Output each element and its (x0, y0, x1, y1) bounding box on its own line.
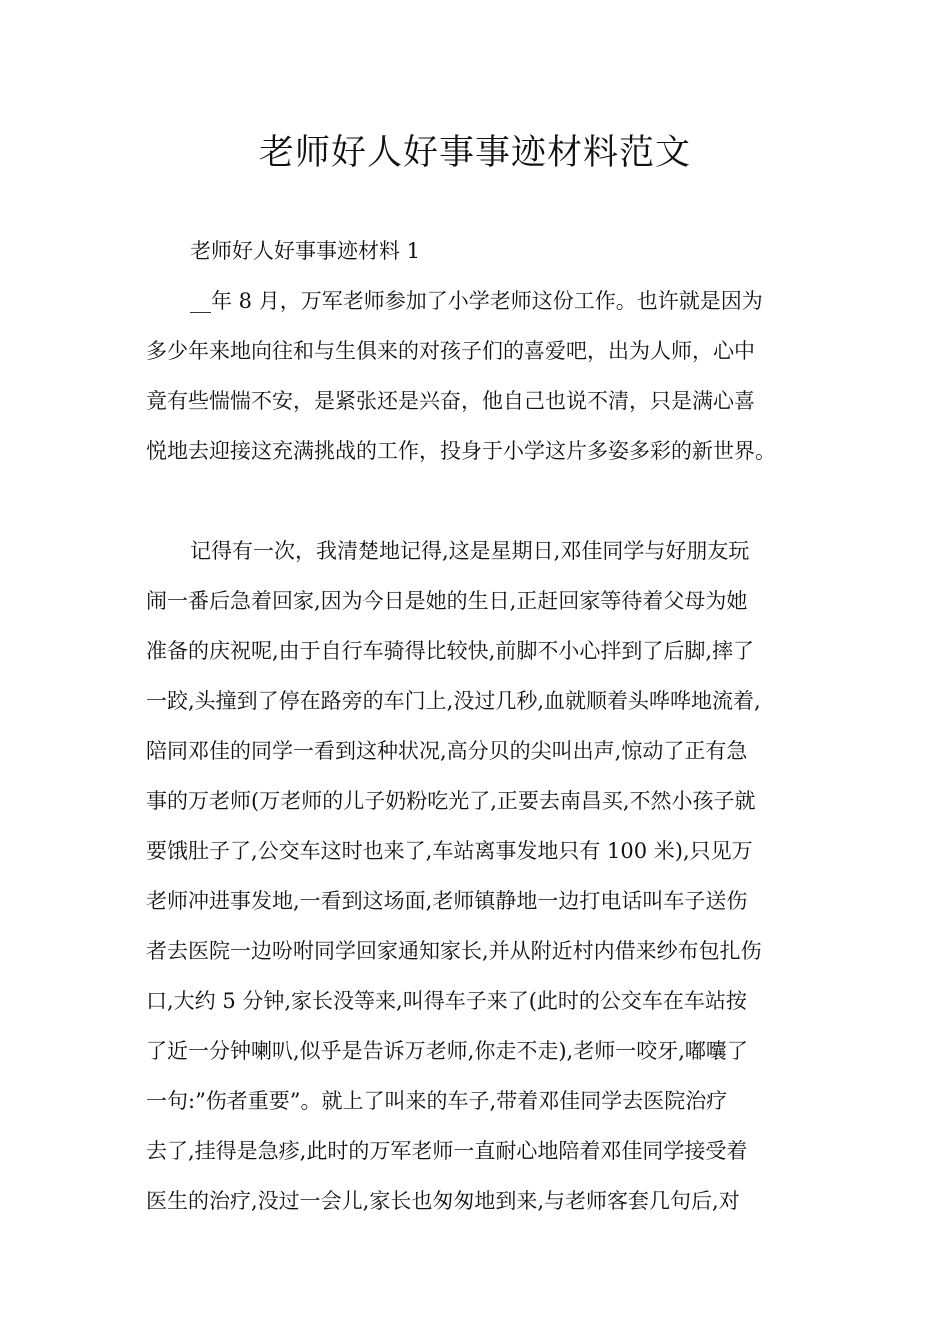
paragraph-line: 多少年来地向往和与生俱来的对孩子们的喜爱吧，出为人师，心中 (146, 339, 755, 363)
paragraph-line: 悦地去迎接这充满挑战的工作，投身于小学这片多姿多彩的新世界。 (146, 439, 776, 463)
paragraph-line: __年 8 月，万军老师参加了小学老师这份工作。也许就是因为 (190, 289, 763, 313)
paragraph-line: 一句:”伤者重要”。就上了叫来的车子,带着邓佳同学去医院治疗 (146, 1089, 728, 1113)
paragraph-line: 要饿肚子了,公交车这时也来了,车站离事发地只有 100 米),只见万 (146, 839, 753, 863)
paragraph-line: 记得有一次，我清楚地记得,这是星期日,邓佳同学与好朋友玩 (190, 539, 750, 563)
paragraph-line: 了近一分钟喇叭,似乎是告诉万老师,你走不走),老师一咬牙,嘟囔了 (146, 1039, 748, 1063)
paragraph-line: 准备的庆祝呢,由于自行车骑得比较快,前脚不小心拌到了后脚,摔了 (146, 639, 755, 663)
paragraph-line: 事的万老师(万老师的儿子奶粉吃光了,正要去南昌买,不然小孩子就 (146, 789, 756, 813)
paragraph-line: 医生的治疗,没过一会儿,家长也匆匆地到来,与老师客套几句后,对 (146, 1189, 740, 1213)
paragraph-line: 口,大约 5 分钟,家长没等来,叫得车子来了(此时的公交车在车站按 (146, 989, 747, 1013)
paragraph-line: 竟有些惴惴不安，是紧张还是兴奋，他自己也说不清，只是满心喜 (146, 389, 755, 413)
paragraph-line: 者去医院一边吩咐同学回家通知家长,并从附近村内借来纱布包扎伤 (146, 939, 762, 963)
section-subheading: 老师好人好事事迹材料 1 (190, 239, 421, 263)
paragraph-line: 去了,挂得是急疹,此时的万军老师一直耐心地陪着邓佳同学接受着 (146, 1139, 748, 1163)
paragraph-line: 陪同邓佳的同学一看到这种状况,高分贝的尖叫出声,惊动了正有急 (146, 739, 748, 763)
paragraph-1 (146, 286, 826, 486)
paragraph-line: 老师冲进事发地,一看到这场面,老师镇静地一边打电话叫车子送伤 (146, 889, 748, 913)
document-title: 老师好人好事事迹材料范文 (258, 133, 691, 173)
paragraph-line: 一跤,头撞到了停在路旁的车门上,没过几秒,血就顺着头哗哗地流着, (146, 689, 761, 713)
paragraph-2 (146, 536, 826, 1236)
paragraph-line: 闹一番后急着回家,因为今日是她的生日,正赶回家等待着父母为她 (146, 589, 748, 613)
